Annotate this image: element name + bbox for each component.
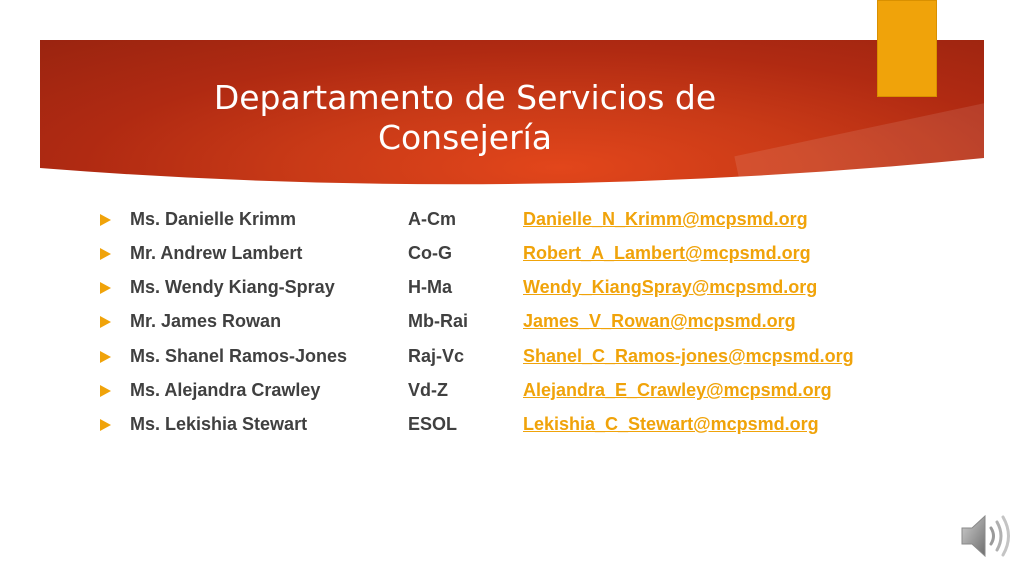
list-item <box>100 376 980 410</box>
bullet-arrow-icon <box>100 316 111 328</box>
bullet-arrow-icon <box>100 385 111 397</box>
email-link[interactable]: Danielle_N_Krimm@mcpsmd.org <box>523 209 808 229</box>
speaker-icon[interactable] <box>958 511 1014 561</box>
alpha-range: Raj-Vc <box>408 346 465 366</box>
alpha-range: Co-G <box>408 243 452 263</box>
contact-list <box>100 205 980 444</box>
bullet-arrow-icon <box>100 248 111 260</box>
list-item <box>100 307 980 342</box>
counselor-name: Ms. Alejandra Crawley <box>130 380 321 400</box>
alpha-range: H-Ma <box>408 277 452 297</box>
alpha-range: A-Cm <box>408 209 456 229</box>
email-link[interactable]: Lekishia_C_Stewart@mcpsmd.org <box>523 414 819 434</box>
counselor-name: Ms. Wendy Kiang-Spray <box>130 277 335 297</box>
counselor-name: Ms. Danielle Krimm <box>130 209 297 229</box>
email-link[interactable]: James_V_Rowan@mcpsmd.org <box>523 311 796 331</box>
list-item <box>100 239 980 273</box>
slide-title: Departamento de Servicios de Consejería <box>213 78 717 157</box>
bullet-arrow-icon <box>100 282 111 294</box>
list-item <box>100 342 980 376</box>
counselor-name: Ms. Shanel Ramos-Jones <box>130 346 348 366</box>
bullet-arrow-icon <box>100 214 111 226</box>
list-item <box>100 410 980 444</box>
counselor-name: Mr. James Rowan <box>130 311 282 331</box>
email-link[interactable]: Alejandra_E_Crawley@mcpsmd.org <box>523 380 832 400</box>
alpha-range: Mb-Rai <box>408 311 468 331</box>
accent-tab <box>877 0 937 97</box>
email-link[interactable]: Wendy_KiangSpray@mcpsmd.org <box>523 277 818 297</box>
bullet-arrow-icon <box>100 419 111 431</box>
bullet-arrow-icon <box>100 351 111 363</box>
email-link[interactable]: Shanel_C_Ramos-jones@mcpsmd.org <box>523 346 854 366</box>
email-link[interactable]: Robert_A_Lambert@mcpsmd.org <box>523 243 811 263</box>
list-item <box>100 205 980 239</box>
counselor-name: Mr. Andrew Lambert <box>130 243 303 263</box>
alpha-range: Vd-Z <box>408 380 448 400</box>
list-item <box>100 273 980 307</box>
alpha-range: ESOL <box>408 414 458 434</box>
counselor-name: Ms. Lekishia Stewart <box>130 414 308 434</box>
